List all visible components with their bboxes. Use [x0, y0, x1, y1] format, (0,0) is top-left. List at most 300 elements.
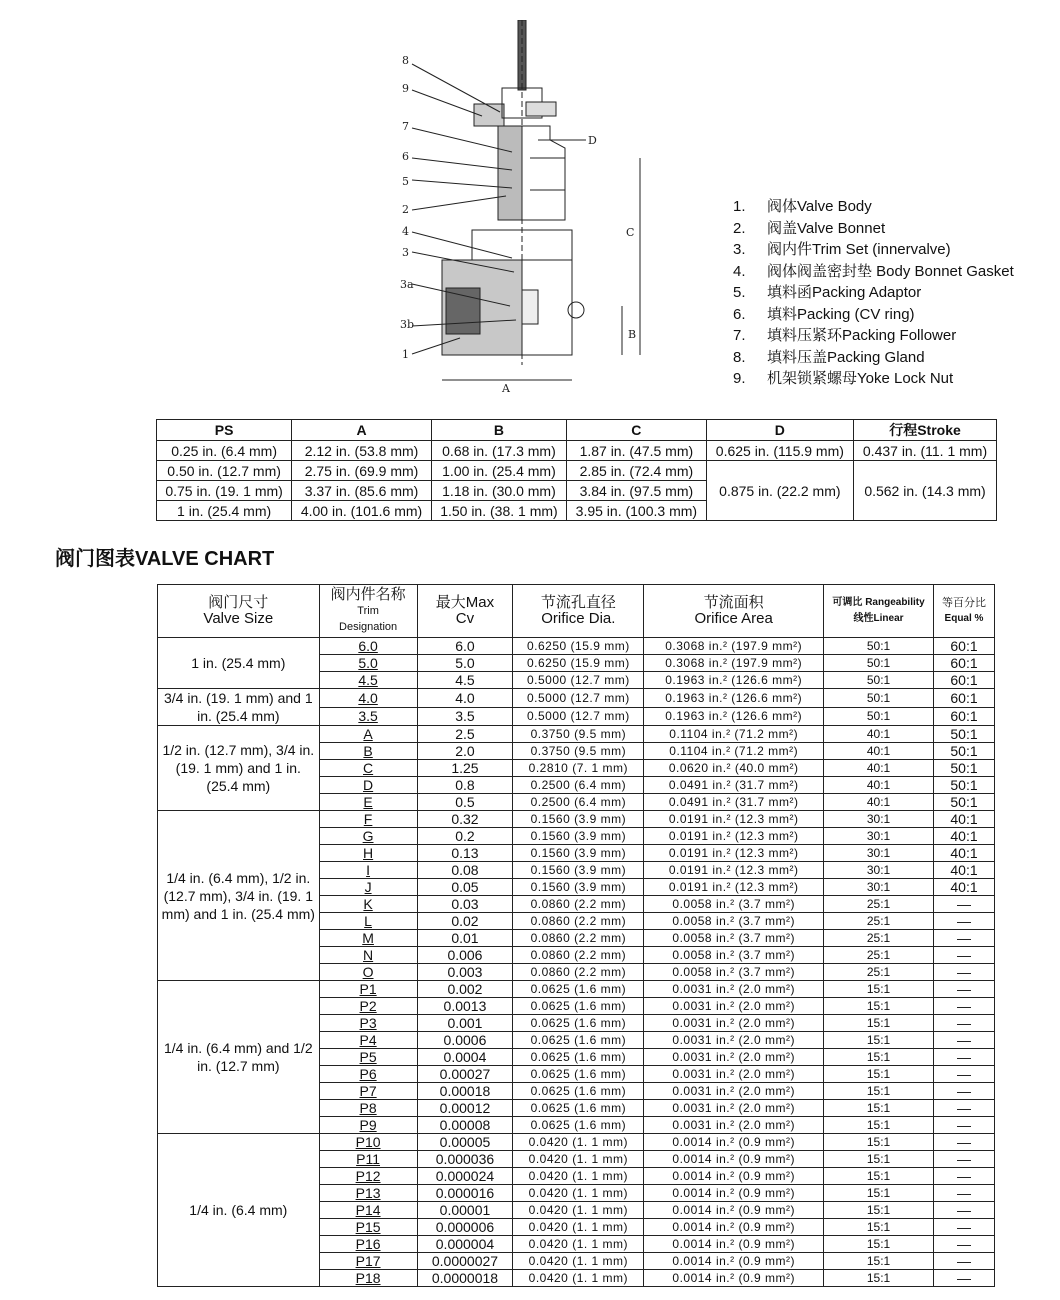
equal-percent-cell: 50:1 [934, 726, 995, 743]
trim-cell: D [319, 777, 417, 794]
area-cell: 0.1963 in.² (126.6 mm²) [644, 672, 824, 689]
orifice-cell: 0.0860 (2.2 mm) [513, 964, 644, 981]
area-cell: 0.0191 in.² (12.3 mm²) [644, 845, 824, 862]
area-cell: 0.0191 in.² (12.3 mm²) [644, 879, 824, 896]
rangeability-cell: 25:1 [824, 913, 934, 930]
equal-percent-cell: 60:1 [934, 689, 995, 708]
rangeability-cell: 30:1 [824, 862, 934, 879]
table-cell: 0.75 in. (19. 1 mm) [157, 481, 292, 501]
orifice-cell: 0.0625 (1.6 mm) [513, 1015, 644, 1032]
list-item: 4. 阀体阀盖密封垫 Body Bonnet Gasket [733, 262, 1014, 280]
cv-cell: 0.00018 [417, 1083, 513, 1100]
threaded-port [446, 288, 480, 334]
equal-percent-cell: — [934, 1219, 995, 1236]
trim-cell: 4.5 [319, 672, 417, 689]
orifice-cell: 0.1560 (3.9 mm) [513, 862, 644, 879]
column-header-size: 阀门尺寸 Valve Size [158, 585, 320, 638]
list-item: 8. 填料压盖Packing Gland [733, 348, 925, 366]
area-cell: 0.0058 in.² (3.7 mm²) [644, 964, 824, 981]
cv-cell: 0.000006 [417, 1219, 513, 1236]
dimension-d-label: D [588, 134, 597, 147]
callout-3b: 3b [400, 318, 415, 331]
equal-percent-cell: — [934, 913, 995, 930]
dimension-c-label: C [626, 226, 635, 239]
rangeability-cell: 15:1 [824, 1066, 934, 1083]
trim-cell: P17 [319, 1253, 417, 1270]
area-cell: 0.0014 in.² (0.9 mm²) [644, 1253, 824, 1270]
table-row [158, 811, 995, 828]
area-cell: 0.0191 in.² (12.3 mm²) [644, 828, 824, 845]
orifice-cell: 0.0625 (1.6 mm) [513, 1100, 644, 1117]
trim-cell: P18 [319, 1270, 417, 1287]
trim-cell: F [319, 811, 417, 828]
table-header-row [157, 420, 997, 441]
equal-percent-cell: — [934, 896, 995, 913]
equal-percent-cell: — [934, 1083, 995, 1100]
table-cell: 2.12 in. (53.8 mm) [292, 441, 432, 461]
orifice-cell: 0.0420 (1. 1 mm) [513, 1168, 644, 1185]
rangeability-cell: 15:1 [824, 1219, 934, 1236]
equal-percent-cell: — [934, 1236, 995, 1253]
area-cell: 0.0058 in.² (3.7 mm²) [644, 913, 824, 930]
orifice-cell: 0.1560 (3.9 mm) [513, 845, 644, 862]
cv-cell: 0.5 [417, 794, 513, 811]
orifice-cell: 0.6250 (15.9 mm) [513, 638, 644, 655]
orifice-cell: 0.0860 (2.2 mm) [513, 947, 644, 964]
table-cell: 1.00 in. (25.4 mm) [431, 461, 566, 481]
rangeability-cell: 40:1 [824, 726, 934, 743]
cv-cell: 2.0 [417, 743, 513, 760]
equal-percent-cell: 40:1 [934, 879, 995, 896]
orifice-cell: 0.0420 (1. 1 mm) [513, 1134, 644, 1151]
callout-3a: 3a [400, 278, 414, 291]
orifice-cell: 0.1560 (3.9 mm) [513, 811, 644, 828]
area-cell: 0.0031 in.² (2.0 mm²) [644, 1066, 824, 1083]
equal-percent-cell: 60:1 [934, 707, 995, 726]
trim-cell: A [319, 726, 417, 743]
equal-percent-cell: 60:1 [934, 672, 995, 689]
orifice-cell: 0.0625 (1.6 mm) [513, 998, 644, 1015]
trim-cell: P7 [319, 1083, 417, 1100]
trim-cell: P8 [319, 1100, 417, 1117]
cv-cell: 0.00008 [417, 1117, 513, 1134]
table-cell: 4.00 in. (101.6 mm) [292, 501, 432, 521]
dimension-table [156, 419, 997, 521]
cv-cell: 0.03 [417, 896, 513, 913]
orifice-cell: 0.0420 (1. 1 mm) [513, 1151, 644, 1168]
column-header-area: 节流面积 Orifice Area [644, 585, 824, 638]
area-cell: 0.3068 in.² (197.9 mm²) [644, 655, 824, 672]
column-header: A [292, 420, 432, 441]
area-cell: 0.0058 in.² (3.7 mm²) [644, 896, 824, 913]
valve-size-cell: 3/4 in. (19. 1 mm) and 1 in. (25.4 mm) [158, 689, 320, 726]
trim-cell: 4.0 [319, 689, 417, 708]
orifice-cell: 0.2810 (7. 1 mm) [513, 760, 644, 777]
cv-cell: 5.0 [417, 655, 513, 672]
cv-cell: 0.003 [417, 964, 513, 981]
valve-size-cell: 1/4 in. (6.4 mm) [158, 1134, 320, 1287]
rangeability-cell: 25:1 [824, 896, 934, 913]
rangeability-cell: 15:1 [824, 1168, 934, 1185]
cv-cell: 0.0000018 [417, 1270, 513, 1287]
equal-percent-cell: 40:1 [934, 862, 995, 879]
cv-cell: 0.000016 [417, 1185, 513, 1202]
area-cell: 0.0058 in.² (3.7 mm²) [644, 930, 824, 947]
valve-chart-table [157, 584, 995, 1287]
cv-cell: 0.2 [417, 828, 513, 845]
trim-cell: B [319, 743, 417, 760]
callout-7: 7 [402, 120, 409, 133]
valve-cross-section-drawing [390, 20, 660, 400]
callout-5: 5 [402, 175, 409, 188]
equal-percent-cell: — [934, 1117, 995, 1134]
orifice-cell: 0.0420 (1. 1 mm) [513, 1185, 644, 1202]
rangeability-cell: 50:1 [824, 689, 934, 708]
trim-cell: P4 [319, 1032, 417, 1049]
area-cell: 0.0031 in.² (2.0 mm²) [644, 1100, 824, 1117]
orifice-cell: 0.0860 (2.2 mm) [513, 913, 644, 930]
area-cell: 0.0031 in.² (2.0 mm²) [644, 1083, 824, 1100]
rangeability-cell: 50:1 [824, 707, 934, 726]
area-cell: 0.0014 in.² (0.9 mm²) [644, 1134, 824, 1151]
area-cell: 0.1963 in.² (126.6 mm²) [644, 689, 824, 708]
orifice-cell: 0.5000 (12.7 mm) [513, 707, 644, 726]
orifice-cell: 0.0420 (1. 1 mm) [513, 1202, 644, 1219]
equal-percent-cell: 50:1 [934, 794, 995, 811]
trim-cell: P14 [319, 1202, 417, 1219]
rangeability-cell: 25:1 [824, 930, 934, 947]
trim-cell: P9 [319, 1117, 417, 1134]
trim-cell: P5 [319, 1049, 417, 1066]
orifice-cell: 0.0420 (1. 1 mm) [513, 1219, 644, 1236]
equal-percent-cell: 40:1 [934, 845, 995, 862]
cv-cell: 0.000024 [417, 1168, 513, 1185]
column-header-orifice: 节流孔直径 Orifice Dia. [513, 585, 644, 638]
rangeability-cell: 15:1 [824, 1270, 934, 1287]
cv-cell: 0.02 [417, 913, 513, 930]
dimension-a-label: A [502, 382, 510, 395]
trim-cell: J [319, 879, 417, 896]
orifice-cell: 0.5000 (12.7 mm) [513, 689, 644, 708]
trim-cell: P11 [319, 1151, 417, 1168]
callout-1: 1 [402, 348, 409, 361]
orifice-cell: 0.0420 (1. 1 mm) [513, 1270, 644, 1287]
cv-cell: 0.000004 [417, 1236, 513, 1253]
trim-cell: M [319, 930, 417, 947]
orifice-cell: 0.0420 (1. 1 mm) [513, 1253, 644, 1270]
table-cell: 1 in. (25.4 mm) [157, 501, 292, 521]
rangeability-cell: 15:1 [824, 1117, 934, 1134]
table-cell: 0.68 in. (17.3 mm) [431, 441, 566, 461]
cv-cell: 4.0 [417, 689, 513, 708]
column-header-trim: 阀内件名称 Trim Designation [319, 585, 417, 638]
rangeability-cell: 30:1 [824, 828, 934, 845]
rangeability-cell: 40:1 [824, 760, 934, 777]
callout-6: 6 [402, 150, 409, 163]
cv-cell: 0.0013 [417, 998, 513, 1015]
table-row [158, 981, 995, 998]
cv-cell: 0.001 [417, 1015, 513, 1032]
table-header-row [158, 585, 995, 638]
area-cell: 0.0491 in.² (31.7 mm²) [644, 777, 824, 794]
rangeability-cell: 15:1 [824, 981, 934, 998]
trim-cell: O [319, 964, 417, 981]
area-cell: 0.3068 in.² (197.9 mm²) [644, 638, 824, 655]
equal-percent-cell: — [934, 1253, 995, 1270]
area-cell: 0.0014 in.² (0.9 mm²) [644, 1202, 824, 1219]
trim-cell: P12 [319, 1168, 417, 1185]
list-item: 2. 阀盖Valve Bonnet [733, 219, 886, 237]
trim-cell: P6 [319, 1066, 417, 1083]
table-cell: 0.625 in. (115.9 mm) [706, 441, 853, 461]
area-cell: 0.0014 in.² (0.9 mm²) [644, 1168, 824, 1185]
cv-cell: 0.000036 [417, 1151, 513, 1168]
area-cell: 0.0191 in.² (12.3 mm²) [644, 811, 824, 828]
orifice-cell: 0.3750 (9.5 mm) [513, 726, 644, 743]
rangeability-cell: 15:1 [824, 1083, 934, 1100]
column-header-cv: 最大Max Cv [417, 585, 513, 638]
column-header: C [567, 420, 707, 441]
equal-percent-cell: — [934, 930, 995, 947]
rangeability-cell: 15:1 [824, 1015, 934, 1032]
trim-cell: P10 [319, 1134, 417, 1151]
equal-percent-cell: 50:1 [934, 760, 995, 777]
cv-cell: 1.25 [417, 760, 513, 777]
column-header-rangeability: 可调比 Rangeability 线性Linear [824, 585, 934, 638]
trim-cell: P3 [319, 1015, 417, 1032]
column-header: D [706, 420, 853, 441]
parts-list [733, 196, 1014, 390]
column-header: 行程Stroke [854, 420, 997, 441]
list-item: 3. 阀内件Trim Set (innervalve) [733, 241, 951, 258]
cv-cell: 0.0006 [417, 1032, 513, 1049]
rangeability-cell: 30:1 [824, 845, 934, 862]
cv-cell: 0.00012 [417, 1100, 513, 1117]
orifice-cell: 0.2500 (6.4 mm) [513, 777, 644, 794]
area-cell: 0.0031 in.² (2.0 mm²) [644, 1049, 824, 1066]
equal-percent-cell: — [934, 947, 995, 964]
list-item: 1. 阀体Valve Body [733, 198, 872, 215]
rangeability-cell: 15:1 [824, 1236, 934, 1253]
dimension-b-label: B [628, 328, 637, 341]
table-cell: 0.437 in. (11. 1 mm) [854, 441, 997, 461]
cv-cell: 0.00027 [417, 1066, 513, 1083]
table-cell: 2.85 in. (72.4 mm) [567, 461, 707, 481]
equal-percent-cell: — [934, 1134, 995, 1151]
cv-cell: 0.002 [417, 981, 513, 998]
rangeability-cell: 25:1 [824, 964, 934, 981]
equal-percent-cell: — [934, 964, 995, 981]
equal-percent-cell: — [934, 1066, 995, 1083]
table-row [158, 726, 995, 743]
table-cell: 0.25 in. (6.4 mm) [157, 441, 292, 461]
callout-4: 4 [402, 225, 409, 238]
table-cell: 3.84 in. (97.5 mm) [567, 481, 707, 501]
table-cell: 2.75 in. (69.9 mm) [292, 461, 432, 481]
trim-cell: P2 [319, 998, 417, 1015]
area-cell: 0.1104 in.² (71.2 mm²) [644, 743, 824, 760]
trim-cell: N [319, 947, 417, 964]
orifice-cell: 0.6250 (15.9 mm) [513, 655, 644, 672]
rangeability-cell: 15:1 [824, 1134, 934, 1151]
trim-cell: I [319, 862, 417, 879]
equal-percent-cell: — [934, 1202, 995, 1219]
list-item: 6. 填料Packing (CV ring) [733, 305, 915, 323]
rangeability-cell: 40:1 [824, 777, 934, 794]
equal-percent-cell: — [934, 998, 995, 1015]
cv-cell: 2.5 [417, 726, 513, 743]
area-cell: 0.0031 in.² (2.0 mm²) [644, 1032, 824, 1049]
area-cell: 0.0014 in.² (0.9 mm²) [644, 1236, 824, 1253]
area-cell: 0.0620 in.² (40.0 mm²) [644, 760, 824, 777]
orifice-cell: 0.5000 (12.7 mm) [513, 672, 644, 689]
trim-cell: 5.0 [319, 655, 417, 672]
orifice-cell: 0.0625 (1.6 mm) [513, 1083, 644, 1100]
equal-percent-cell: 60:1 [934, 655, 995, 672]
trim-cell: E [319, 794, 417, 811]
trim-cell: 6.0 [319, 638, 417, 655]
cv-cell: 0.006 [417, 947, 513, 964]
table-cell: 0.50 in. (12.7 mm) [157, 461, 292, 481]
equal-percent-cell: — [934, 1049, 995, 1066]
equal-percent-cell: — [934, 1168, 995, 1185]
callout-9: 9 [402, 82, 409, 95]
column-header-equal: 等百分比 Equal % [934, 585, 995, 638]
table-row [157, 441, 997, 461]
table-cell: 1.18 in. (30.0 mm) [431, 481, 566, 501]
table-cell: 3.95 in. (100.3 mm) [567, 501, 707, 521]
callout-8: 8 [402, 54, 409, 67]
equal-percent-cell: — [934, 1032, 995, 1049]
rangeability-cell: 15:1 [824, 1100, 934, 1117]
equal-percent-cell: — [934, 981, 995, 998]
cv-cell: 0.00001 [417, 1202, 513, 1219]
rangeability-cell: 15:1 [824, 1049, 934, 1066]
orifice-cell: 0.0860 (2.2 mm) [513, 930, 644, 947]
table-cell: 3.37 in. (85.6 mm) [292, 481, 432, 501]
table-row [158, 638, 995, 655]
equal-percent-cell: 40:1 [934, 811, 995, 828]
section-title: 阀门图表VALVE CHART [55, 548, 275, 570]
rangeability-cell: 30:1 [824, 879, 934, 896]
orifice-cell: 0.1560 (3.9 mm) [513, 879, 644, 896]
trim-cell: 3.5 [319, 707, 417, 726]
table-cell: 0.562 in. (14.3 mm) [854, 461, 997, 521]
valve-size-cell: 1 in. (25.4 mm) [158, 638, 320, 689]
table-cell: 0.875 in. (22.2 mm) [706, 461, 853, 521]
cv-cell: 0.0000027 [417, 1253, 513, 1270]
area-cell: 0.0031 in.² (2.0 mm²) [644, 1015, 824, 1032]
equal-percent-cell: — [934, 1270, 995, 1287]
cv-cell: 0.32 [417, 811, 513, 828]
area-cell: 0.0014 in.² (0.9 mm²) [644, 1151, 824, 1168]
area-cell: 0.1963 in.² (126.6 mm²) [644, 707, 824, 726]
cv-cell: 0.0004 [417, 1049, 513, 1066]
orifice-cell: 0.0625 (1.6 mm) [513, 1066, 644, 1083]
callout-2: 2 [402, 203, 409, 216]
orifice-cell: 0.0625 (1.6 mm) [513, 1032, 644, 1049]
rangeability-cell: 50:1 [824, 655, 934, 672]
trim-cell: G [319, 828, 417, 845]
equal-percent-cell: 50:1 [934, 743, 995, 760]
rangeability-cell: 15:1 [824, 1202, 934, 1219]
equal-percent-cell: — [934, 1151, 995, 1168]
cv-cell: 0.01 [417, 930, 513, 947]
list-item: 7. 填料压紧环Packing Follower [733, 327, 957, 344]
column-header: PS [157, 420, 292, 441]
rangeability-cell: 30:1 [824, 811, 934, 828]
list-item: 9. 机架锁紧螺母Yoke Lock Nut [733, 370, 954, 387]
trim-cell: H [319, 845, 417, 862]
trim-cell: P1 [319, 981, 417, 998]
equal-percent-cell: — [934, 1185, 995, 1202]
equal-percent-cell: — [934, 1015, 995, 1032]
rangeability-cell: 15:1 [824, 1185, 934, 1202]
orifice-cell: 0.0860 (2.2 mm) [513, 896, 644, 913]
equal-percent-cell: 60:1 [934, 638, 995, 655]
area-cell: 0.0014 in.² (0.9 mm²) [644, 1219, 824, 1236]
area-cell: 0.0191 in.² (12.3 mm²) [644, 862, 824, 879]
area-cell: 0.0058 in.² (3.7 mm²) [644, 947, 824, 964]
cv-cell: 0.00005 [417, 1134, 513, 1151]
equal-percent-cell: 50:1 [934, 777, 995, 794]
area-cell: 0.0491 in.² (31.7 mm²) [644, 794, 824, 811]
rangeability-cell: 15:1 [824, 998, 934, 1015]
table-row [158, 1134, 995, 1151]
rangeability-cell: 15:1 [824, 1032, 934, 1049]
orifice-cell: 0.3750 (9.5 mm) [513, 743, 644, 760]
table-row [157, 461, 997, 481]
rangeability-cell: 40:1 [824, 743, 934, 760]
trim-cell: L [319, 913, 417, 930]
cv-cell: 0.8 [417, 777, 513, 794]
cv-cell: 4.5 [417, 672, 513, 689]
area-cell: 0.0014 in.² (0.9 mm²) [644, 1270, 824, 1287]
cv-cell: 6.0 [417, 638, 513, 655]
trim-cell: C [319, 760, 417, 777]
column-header: B [431, 420, 566, 441]
area-cell: 0.0031 in.² (2.0 mm²) [644, 981, 824, 998]
cv-cell: 0.13 [417, 845, 513, 862]
list-item: 5. 填料函Packing Adaptor [733, 284, 922, 301]
table-cell: 1.50 in. (38. 1 mm) [431, 501, 566, 521]
trim-cell: P15 [319, 1219, 417, 1236]
orifice-cell: 0.0625 (1.6 mm) [513, 1049, 644, 1066]
equal-percent-cell: 40:1 [934, 828, 995, 845]
orifice-cell: 0.0625 (1.6 mm) [513, 981, 644, 998]
cv-cell: 0.05 [417, 879, 513, 896]
trim-cell: P13 [319, 1185, 417, 1202]
valve-chart-body [158, 638, 995, 1287]
table-cell: 1.87 in. (47.5 mm) [567, 441, 707, 461]
orifice-cell: 0.0625 (1.6 mm) [513, 1117, 644, 1134]
valve-size-cell: 1/4 in. (6.4 mm) and 1/2 in. (12.7 mm) [158, 981, 320, 1134]
orifice-cell: 0.0420 (1. 1 mm) [513, 1236, 644, 1253]
rangeability-cell: 50:1 [824, 638, 934, 655]
area-cell: 0.1104 in.² (71.2 mm²) [644, 726, 824, 743]
equal-percent-cell: — [934, 1100, 995, 1117]
rangeability-cell: 15:1 [824, 1151, 934, 1168]
rangeability-cell: 50:1 [824, 672, 934, 689]
area-cell: 0.0031 in.² (2.0 mm²) [644, 998, 824, 1015]
rangeability-cell: 15:1 [824, 1253, 934, 1270]
trim-cell: P16 [319, 1236, 417, 1253]
area-cell: 0.0031 in.² (2.0 mm²) [644, 1117, 824, 1134]
rangeability-cell: 25:1 [824, 947, 934, 964]
table-row [158, 689, 995, 708]
area-cell: 0.0014 in.² (0.9 mm²) [644, 1185, 824, 1202]
cv-cell: 0.08 [417, 862, 513, 879]
